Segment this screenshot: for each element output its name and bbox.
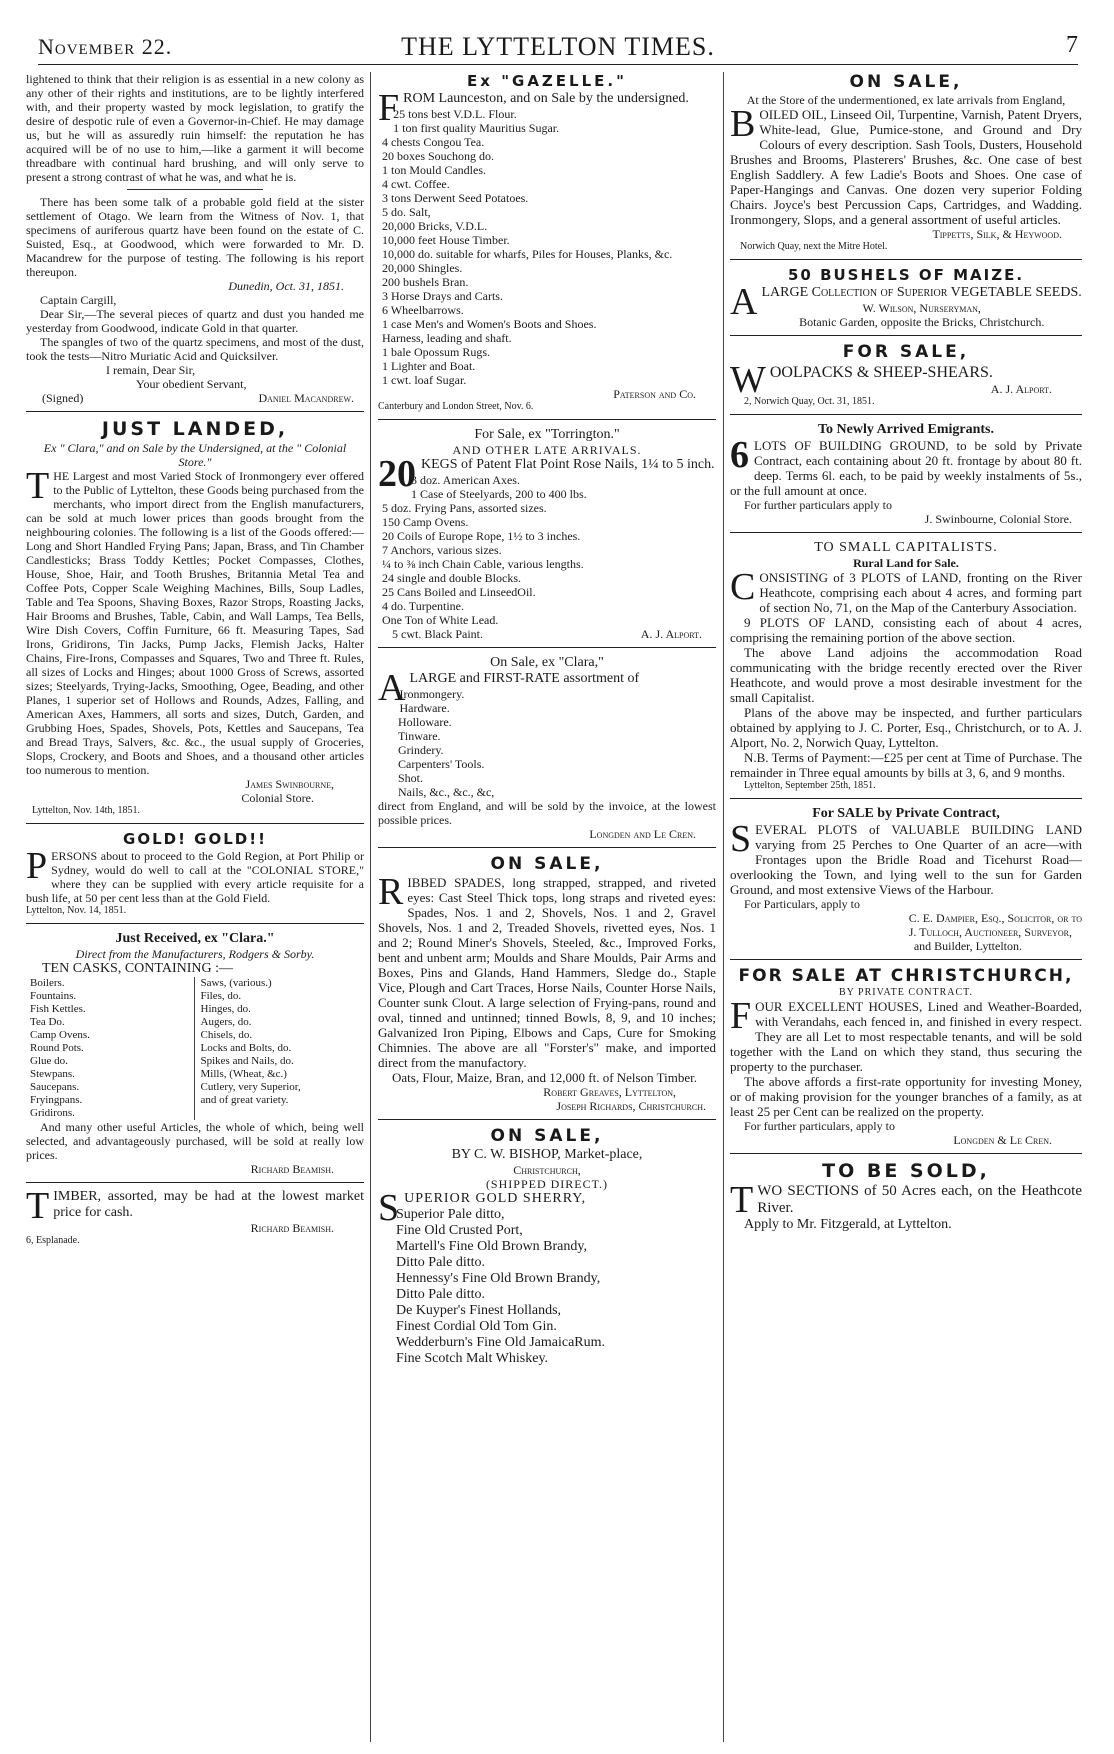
timber-address: 6, Esplanade. bbox=[26, 1235, 80, 1246]
bishop-first: SUPERIOR GOLD SHERRY, bbox=[378, 1187, 587, 1229]
list-item: Stewpans. bbox=[30, 1068, 75, 1080]
gold-closing: Your obedient Servant, bbox=[136, 377, 247, 391]
bishop-shipped: (SHIPPED DIRECT.) bbox=[485, 1177, 609, 1191]
list-item: 1 ton first quality Mauritius Sugar. bbox=[393, 121, 560, 135]
list-item: Glue do. bbox=[30, 1055, 68, 1067]
masthead-date: November 22. bbox=[38, 34, 173, 59]
masthead-page-number: 7 bbox=[1066, 32, 1078, 58]
list-item: 3 doz. American Axes. bbox=[411, 473, 520, 487]
store-intro: At the Store of the undermentioned, ex late arrivals from England, bbox=[746, 93, 1066, 107]
emigrants-heading: To Newly Arrived Emigrants. bbox=[817, 422, 995, 437]
list-item: Superior Pale ditto, bbox=[396, 1207, 505, 1222]
divider bbox=[26, 1182, 364, 1183]
list-item: Harness, leading and shaft. bbox=[382, 331, 512, 345]
private-contract-body: SEVERAL PLOTS of VALUABLE BUILDING LAND varying from 25 Perches to One Quarter of an acre—with Frontages upon the Bridle Road and Ticehurst Road—overlooking the Town, and lying well to the sun for Garden Ground, and most extensive Views of the Harbour. bbox=[730, 818, 1082, 897]
list-item: Mills, (Wheat, &c.) bbox=[200, 1068, 287, 1080]
list-item: 3 Horse Drays and Carts. bbox=[382, 289, 503, 303]
emigrants-body: 6 LOTS OF BUILDING GROUND, to be sold by Private Contract, each containing about 20 ft. frontage by about 80 ft. deep. Terms 6l. each, to be paid by weekly instalments of 5s., or the full amount at once. bbox=[730, 434, 1082, 498]
capitalists-date: Lyttelton, September 25th, 1851. bbox=[744, 780, 876, 791]
maize-signature: W. Wilson, Nurseryman, bbox=[862, 301, 981, 315]
torrington-signature: A. J. Alport. bbox=[640, 627, 702, 641]
list-item: Tea Do. bbox=[30, 1016, 65, 1028]
divider bbox=[730, 1153, 1082, 1154]
list-item: 10,000 feet House Timber. bbox=[382, 233, 510, 247]
torrington-last-line bbox=[378, 627, 716, 641]
gold-closing: I remain, Dear Sir, bbox=[106, 363, 196, 377]
on-sale-signature: Joseph Richards, Christchurch. bbox=[556, 1099, 706, 1113]
bishop-heading: ON SALE, bbox=[490, 1126, 604, 1146]
list-item: 20,000 Shingles. bbox=[382, 261, 463, 275]
gold-dateline: Dunedin, Oct. 31, 1851. bbox=[228, 279, 344, 293]
casks-list-right bbox=[195, 977, 365, 1120]
christchurch-heading: FOR SALE AT CHRISTCHURCH, bbox=[738, 966, 1074, 986]
divider bbox=[730, 414, 1082, 415]
column-rule bbox=[723, 72, 724, 1742]
gold-salutation: Captain Cargill, bbox=[40, 293, 117, 307]
column-3 bbox=[730, 72, 1082, 1742]
timber-signature: Richard Beamish. bbox=[250, 1221, 334, 1235]
list-item: Fountains. bbox=[30, 990, 77, 1002]
list-item: Holloware. bbox=[398, 715, 452, 729]
torrington-first: 20 KEGS of Patent Flat Point Rose Nails, 1¼ to 5 inch. bbox=[378, 453, 715, 495]
list-item: 5 do. Salt, bbox=[382, 205, 431, 219]
just-landed-body: THE Largest and most Varied Stock of Ironmongery ever offered to the Public of Lyttelton, these Goods being purchased from the merchants, who import direct from the English manufacturers, can be sold at much lower prices than goods brought from the neighbouring colonies. The following is a list of the Goods offered:—Long and Short Handled Frying Pans; Japan, Brass, and Tin Chamber Candlesticks; Brass Toddy Kettles; Pocket Compasses, Clothes, House, Shoe, Hair, and Tooth Brushes, Britannia Metal Tea and Coffee Pots, Copper Scale Weighing Machines, Bills, Soup Ladles, Table and Tea Spoons, Shaving Boxes, Razor Strops, Roasting Jacks, Hair Brooms and Brushes, Table, Cabin, and Wall Lamps, Tea Bells, Wire Dish Covers, Coffin Furniture, 66 ft. Measuring Tapes, Sad Irons, Gridirons, Tin Jacks, Pump Jacks, Flemish Jacks, Halter Chains, Fire-Irons, Compasses and Squares, Two and Three ft. Rules, all sizes of Locks and Hinges; about 1000 Gross of Screws, assorted sizes; Steelyards, Trying-Jacks, Smoothing, Ogee, Beading, and other Planes, 1 superior set of Hollows and Rounds, Adzes, Falling, and American Axes, Hammers, all sorts and sizes, Dutch, Garden, and Grubbing Hoes, Spades, Shovels, Pots, Kettles and Saucepans, Tea and Bread Trays, Salvers, &c. &c., the usual supply of Groceries, Slops, Crockery, and Boots and Shoes, and a thousand other articles too numerous to mention. bbox=[26, 465, 364, 777]
list-item: 4 cwt. Coffee. bbox=[382, 177, 450, 191]
list-item: Cutlery, very Superior, bbox=[200, 1081, 301, 1093]
list-item: Chisels, do. bbox=[200, 1029, 253, 1041]
list-item: Augers, do. bbox=[200, 1016, 252, 1028]
article-continuation: lightened to think that their religion is as essential in a new colony as any other of their rights and institutions, are to be lightly interfered with, and their property wasted by mock legislation, to gratify the desire of despotic rule of even a Governor-in-Chief. He may damage us, but he will as assuredly ruin himself: the reputation he has acquired will be of no use to him,—like a garment it will become threadbare with continual hard brushing, and will only serve to present a strong contrast of what he was, and what he is. bbox=[26, 72, 364, 184]
divider bbox=[730, 532, 1082, 533]
drop-cap: A bbox=[378, 667, 406, 709]
list-item: De Kuyper's Finest Hollands, bbox=[396, 1303, 562, 1318]
list-item: 1 Lighter and Boat. bbox=[382, 359, 476, 373]
store-body: BOILED OIL, Linseed Oil, Turpentine, Varnish, Patent Dryers, White-lead, Glue, Pumice-stone, and Ground and Dry Colours of every description. Sash Tools, Dusters, Household Brushes and Brooms, Plasterers' Brushes, &c. One case of best English Saddlery. A few Ladie's Boots and Shoes. One case of Paper-Hangings and Canvas. One dozen very superior Folding Chairs. Joyce's best Percussion Caps, Cartridges, and Wadding. Ironmongery, Slops, and a general assortment of useful articles. bbox=[730, 103, 1082, 227]
drop-cap: C bbox=[730, 566, 756, 608]
list-item: 150 Camp Ovens. bbox=[382, 515, 469, 529]
gold-gold-date: Lyttelton, Nov. 14, 1851. bbox=[26, 905, 127, 916]
christchurch-body3: For further particulars, apply to bbox=[744, 1119, 895, 1133]
list-item: 5 doz. Frying Pans, assorted sizes. bbox=[382, 501, 547, 515]
gold-signed: (Signed) bbox=[42, 391, 84, 405]
list-item: Ditto Pale ditto. bbox=[396, 1255, 486, 1270]
list-item: Files, do. bbox=[200, 990, 242, 1002]
just-received-body: And many other useful Articles, the whole of which, being well selected, and advantageously purchased, will be sold at really low prices. bbox=[26, 1120, 364, 1162]
divider bbox=[730, 959, 1082, 960]
gazelle-address: Canterbury and London Street, Nov. 6. bbox=[378, 401, 534, 412]
divider bbox=[378, 1119, 716, 1120]
drop-cap: A bbox=[730, 281, 758, 323]
gazelle-items bbox=[378, 107, 716, 387]
capitalists-heading: TO SMALL CAPITALISTS. bbox=[814, 540, 998, 555]
drop-cap: T bbox=[730, 1179, 754, 1221]
just-landed-store: Colonial Store. bbox=[241, 791, 314, 805]
list-item: 4 do. Turpentine. bbox=[382, 599, 465, 613]
list-item: 3 tons Derwent Seed Potatoes. bbox=[382, 191, 529, 205]
on-sale-body: RIBBED SPADES, long strapped, strapped, and riveted eyes: Cast Steel Thick tops, long straps and riveted eyes: Spades, Nos. 1 and 2, Shovels, Nos. 1 and 2, Gravel Shovels, Nos. 1 and 2, Treaded Shovels, rivetted eyes, Nos. 1 and 2; Round Miner's Shovels, Steeled, &c., Improved Forks, bent and unbent arm; Moulds and Share Moulds, Pair Arms and Boxes, Pins and Glands, Hand Hammers, Sledge do., Staple Vice, Plough and Cart Traces, Horse Nails, Counter Horse Nails, Counter sunk Clout. A large selection of Frying-pans, round and oval, tinned and untinned; tinned Bowls, 8, 9, and 10 inches; Galvanized Iron Piping, Elbows and Caps, Cure for Smoking Chimnies. The above are all "Forster's" make, and imported direct from the manufactory. bbox=[378, 871, 716, 1070]
gold-signature: Daniel Macandrew. bbox=[258, 391, 354, 405]
drop-cap: P bbox=[26, 845, 48, 887]
maize-heading: 50 BUSHELS OF MAIZE. bbox=[787, 266, 1025, 284]
list-item: Tinware. bbox=[398, 729, 441, 743]
list-item: Camp Ovens. bbox=[30, 1029, 90, 1041]
list-item: 25 tons best V.D.L. Flour. bbox=[393, 107, 517, 121]
capitalists-subheading: Rural Land for Sale. bbox=[853, 556, 959, 570]
list-item: 200 bushels Bran. bbox=[382, 275, 469, 289]
emigrants-signature: J. Swinbourne, Colonial Store. bbox=[924, 512, 1072, 526]
casks-list bbox=[26, 977, 364, 1120]
drop-cap: S bbox=[730, 818, 752, 860]
divider bbox=[127, 189, 262, 190]
bishop-items bbox=[378, 1207, 716, 1367]
list-item: 4 chests Congou Tea. bbox=[382, 135, 485, 149]
gazelle-intro: FROM Launceston, and on Sale by the undersigned. bbox=[378, 87, 689, 129]
casks-list-left bbox=[26, 977, 195, 1120]
for-sale-signature: A. J. Alport. bbox=[990, 382, 1052, 396]
gazelle-signature: Paterson and Co. bbox=[613, 387, 696, 401]
list-item: 20 boxes Souchong do. bbox=[382, 149, 494, 163]
list-item: Hardware. bbox=[399, 701, 450, 715]
to-be-sold-heading: TO BE SOLD, bbox=[822, 1160, 990, 1182]
maize-address: Botanic Garden, opposite the Bricks, Christchurch. bbox=[799, 315, 1045, 329]
to-be-sold-body2: Apply to Mr. Fitzgerald, at Lyttelton. bbox=[744, 1217, 952, 1232]
christchurch-body2: The above affords a first-rate opportunity for investing Money, or of making provision for the younger branches of a family, as at least 25 per Cent can be realized on the property. bbox=[730, 1074, 1082, 1119]
list-item: Nails, &c., &c., &c, bbox=[398, 785, 495, 799]
clara-intro: ALARGE and FIRST-RATE assortment of bbox=[378, 667, 640, 709]
private-contract-body2: For Particulars, apply to bbox=[744, 897, 860, 911]
timber-body: TIMBER, assorted, may be had at the lowest market price for cash. bbox=[26, 1185, 364, 1227]
drop-cap: W bbox=[730, 359, 766, 401]
gold-gold-body: PERSONS about to proceed to the Gold Region, at Port Philip or Sydney, would do well to call at the "COLONIAL STORE," where they can be supplied with every article requisite for a bush life, at 50 per cent less than at the Gold Field. bbox=[26, 845, 364, 905]
column-rule bbox=[370, 72, 371, 1742]
clara-body: direct from England, and will be sold by the invoice, at the lowest possible prices. bbox=[378, 799, 716, 827]
just-received-signature: Richard Beamish. bbox=[250, 1162, 334, 1176]
divider bbox=[378, 847, 716, 848]
gold-letter-body: Dear Sir,—The several pieces of quartz and dust you handed me yesterday from Goodwood, indicate Gold in that quarter. bbox=[26, 307, 364, 335]
private-contract-signature: and Builder, Lyttelton. bbox=[913, 939, 1022, 953]
list-item: 20,000 Bricks, V.D.L. bbox=[382, 219, 488, 233]
list-item: Fine Scotch Malt Whiskey. bbox=[396, 1351, 549, 1366]
for-sale-body: WOOLPACKS & SHEEP-SHEARS. bbox=[730, 359, 993, 401]
drop-cap: T bbox=[26, 1185, 50, 1227]
list-item: 24 single and double Blocks. bbox=[382, 571, 521, 585]
bishop-by: BY C. W. BISHOP, Market-place, bbox=[451, 1147, 643, 1162]
masthead-title: THE LYTTELTON TIMES. bbox=[401, 32, 715, 61]
just-received-subheading: Direct from the Manufacturers, Rodgers & Sorby. bbox=[75, 947, 315, 961]
list-item: 10,000 do. suitable for wharfs, Piles for Houses, Planks, &c. bbox=[382, 247, 673, 261]
christchurch-subheading: BY PRIVATE CONTRACT. bbox=[839, 987, 973, 998]
on-sale-signature: Robert Greaves, Lyttelton, bbox=[543, 1085, 676, 1099]
list-item: Spikes and Nails, do. bbox=[200, 1055, 294, 1067]
clara-items bbox=[378, 687, 716, 799]
list-item: 6 Wheelbarrows. bbox=[382, 303, 464, 317]
list-item: Martell's Fine Old Brown Brandy, bbox=[396, 1239, 587, 1254]
bishop-place: Christchurch, bbox=[513, 1163, 581, 1177]
list-item: One Ton of White Lead. bbox=[382, 613, 499, 627]
list-item: 20 Coils of Europe Rope, 1½ to 3 inches. bbox=[382, 529, 581, 543]
on-sale-body2: Oats, Flour, Maize, Bran, and 12,000 ft. of Nelson Timber. bbox=[392, 1070, 697, 1085]
store-address: Norwich Quay, next the Mitre Hotel. bbox=[740, 241, 888, 252]
list-item: Ironmongery. bbox=[399, 687, 465, 701]
christchurch-signature: Longden & Le Cren. bbox=[953, 1133, 1052, 1147]
list-item: Shot. bbox=[398, 771, 424, 785]
list-item: Saucepans. bbox=[30, 1081, 80, 1093]
drop-cap: S bbox=[378, 1187, 401, 1229]
list-item: Fryingpans. bbox=[30, 1094, 83, 1106]
drop-cap: R bbox=[378, 871, 404, 913]
gazelle-heading: Ex "GAZELLE." bbox=[467, 72, 627, 90]
just-landed-date: Lyttelton, Nov. 14th, 1851. bbox=[32, 805, 140, 816]
store-on-sale-heading: ON SALE, bbox=[849, 72, 963, 92]
just-received-heading: Just Received, ex "Clara." bbox=[115, 931, 275, 946]
private-contract-signature: J. Tulloch, Auctioneer, Surveyor, bbox=[908, 925, 1072, 939]
christchurch-body: FOUR EXCELLENT HOUSES, Lined and Weather-Boarded, with Verandahs, each fenced in, and finished in every respect. They are all Let to most respectable tenants, and will be sold together with the Land on which they stand, thus securing the property to the purchaser. bbox=[730, 995, 1082, 1074]
list-item: Boilers. bbox=[30, 977, 65, 989]
list-item: 25 Cans Boiled and LinseedOil. bbox=[382, 585, 536, 599]
divider bbox=[26, 411, 364, 412]
list-item: Grindery. bbox=[398, 743, 444, 757]
list-item: Hennessy's Fine Old Brown Brandy, bbox=[396, 1271, 601, 1286]
capitalists-body: CONSISTING of 3 PLOTS of LAND, fronting on the River Heathcote, comprising each about 4 acres, and forming part of section No, 71, on the Map of the Canterbury Association. bbox=[730, 566, 1082, 615]
capitalists-body2: 9 PLOTS OF LAND, consisting each of about 4 acres, comprising the remaining portion of the above section. bbox=[730, 615, 1082, 645]
torrington-subheading: AND OTHER LATE ARRIVALS. bbox=[452, 443, 642, 457]
capitalists-body3: The above Land adjoins the accommodation Road communicating with the bridge recently erected over the River Heathcote, and would prove a most desirable investment for the small Capitalist. bbox=[730, 645, 1082, 705]
clara-heading: On Sale, ex "Clara," bbox=[490, 655, 604, 670]
drop-cap: F bbox=[378, 87, 400, 129]
gold-signature-line bbox=[26, 391, 364, 405]
drop-number: 6 bbox=[730, 434, 749, 476]
drop-cap: F bbox=[730, 995, 752, 1037]
divider bbox=[730, 798, 1082, 799]
on-sale-heading: ON SALE, bbox=[490, 854, 604, 874]
list-item: Gridirons. bbox=[30, 1107, 75, 1119]
clara-signature: Longden and Le Cren. bbox=[589, 827, 696, 841]
list-item: 7 Anchors, various sizes. bbox=[382, 543, 502, 557]
masthead bbox=[38, 30, 1078, 65]
capitalists-body5: N.B. Terms of Payment:—£25 per cent at Time of Purchase. The remainder in Three equal amounts by bills at 3, 6, and 9 months. bbox=[730, 750, 1082, 780]
list-item: 1 ton Mould Candles. bbox=[382, 163, 486, 177]
torrington-last: 5 cwt. Black Paint. bbox=[392, 627, 483, 641]
just-landed-heading: JUST LANDED, bbox=[101, 418, 289, 440]
drop-cap: T bbox=[26, 465, 50, 507]
list-item: and of great variety. bbox=[200, 1094, 289, 1106]
gold-field-intro: There has been some talk of a probable gold field at the sister settlement of Otago. We learn from the Witness of Nov. 1, that specimens of auriferous quartz have been found on the estate of C. Suisted, Esq., at Goodwood, which were forwarded to Mr. D. Macandrew for the purpose of testing. The following is his report thereupon. bbox=[26, 195, 364, 279]
list-item: Hinges, do. bbox=[200, 1003, 251, 1015]
drop-cap: B bbox=[730, 103, 756, 145]
divider bbox=[730, 335, 1082, 336]
ten-casks-heading: TEN CASKS, CONTAINING :— bbox=[42, 961, 233, 976]
for-sale-heading: FOR SALE, bbox=[842, 342, 970, 362]
private-contract-heading: For SALE by Private Contract, bbox=[812, 806, 1000, 821]
list-item: Fish Kettles. bbox=[30, 1003, 86, 1015]
list-item: Carpenters' Tools. bbox=[398, 757, 485, 771]
to-be-sold-body: TWO SECTIONS of 50 Acres each, on the Heathcote River. bbox=[730, 1179, 1082, 1221]
capitalists-body4: Plans of the above may be inspected, and further particulars obtained by applying to J. C. Porter, Esq., Christchurch, or to A. J. Alport, No. 2, Norwich Quay, Lyttelton. bbox=[730, 705, 1082, 750]
private-contract-signature: C. E. Dampier, Esq., Solicitor, or to bbox=[908, 911, 1082, 925]
list-item: Finest Cordial Old Tom Gin. bbox=[396, 1319, 557, 1334]
gold-gold-heading: GOLD! GOLD!! bbox=[123, 830, 267, 848]
torrington-heading: For Sale, ex "Torrington." bbox=[474, 427, 620, 442]
divider bbox=[378, 647, 716, 648]
maize-body: ALARGE Collection of Superior VEGETABLE SEEDS. bbox=[730, 281, 1082, 323]
divider bbox=[730, 259, 1082, 260]
store-signature: Tippetts, Silk, & Heywood. bbox=[932, 227, 1062, 241]
list-item: 1 Case of Steelyards, 200 to 400 lbs. bbox=[411, 487, 587, 501]
for-sale-address: 2, Norwich Quay, Oct. 31, 1851. bbox=[744, 396, 875, 407]
list-item: Wedderburn's Fine Old JamaicaRum. bbox=[396, 1335, 606, 1350]
gold-letter-body: The spangles of two of the quartz specimens, and most of the dust, took the tests—Nitro Muriatic Acid and Quicksilver. bbox=[26, 335, 364, 363]
list-item: ¼ to ⅜ inch Chain Cable, various lengths. bbox=[382, 557, 584, 571]
column-1 bbox=[26, 72, 364, 1742]
divider bbox=[26, 923, 364, 924]
divider bbox=[26, 823, 364, 824]
list-item: Fine Old Crusted Port, bbox=[396, 1223, 523, 1238]
just-landed-signature: James Swinbourne, bbox=[245, 777, 334, 791]
torrington-items bbox=[378, 473, 716, 627]
list-item: 1 cwt. loaf Sugar. bbox=[382, 373, 467, 387]
list-item: 1 case Men's and Women's Boots and Shoes. bbox=[382, 317, 597, 331]
divider bbox=[378, 419, 716, 420]
just-landed-subheading: Ex " Clara," and on Sale by the Undersigned, at the " Colonial Store." bbox=[43, 441, 347, 469]
list-item: 1 bale Opossum Rugs. bbox=[382, 345, 490, 359]
column-2 bbox=[378, 72, 716, 1742]
drop-number: 20 bbox=[378, 453, 416, 495]
list-item: Ditto Pale ditto. bbox=[396, 1287, 486, 1302]
list-item: Round Pots. bbox=[30, 1042, 84, 1054]
list-item: Locks and Bolts, do. bbox=[200, 1042, 292, 1054]
list-item: Saws, (various.) bbox=[200, 977, 272, 989]
emigrants-body2: For further particulars apply to bbox=[744, 498, 892, 512]
